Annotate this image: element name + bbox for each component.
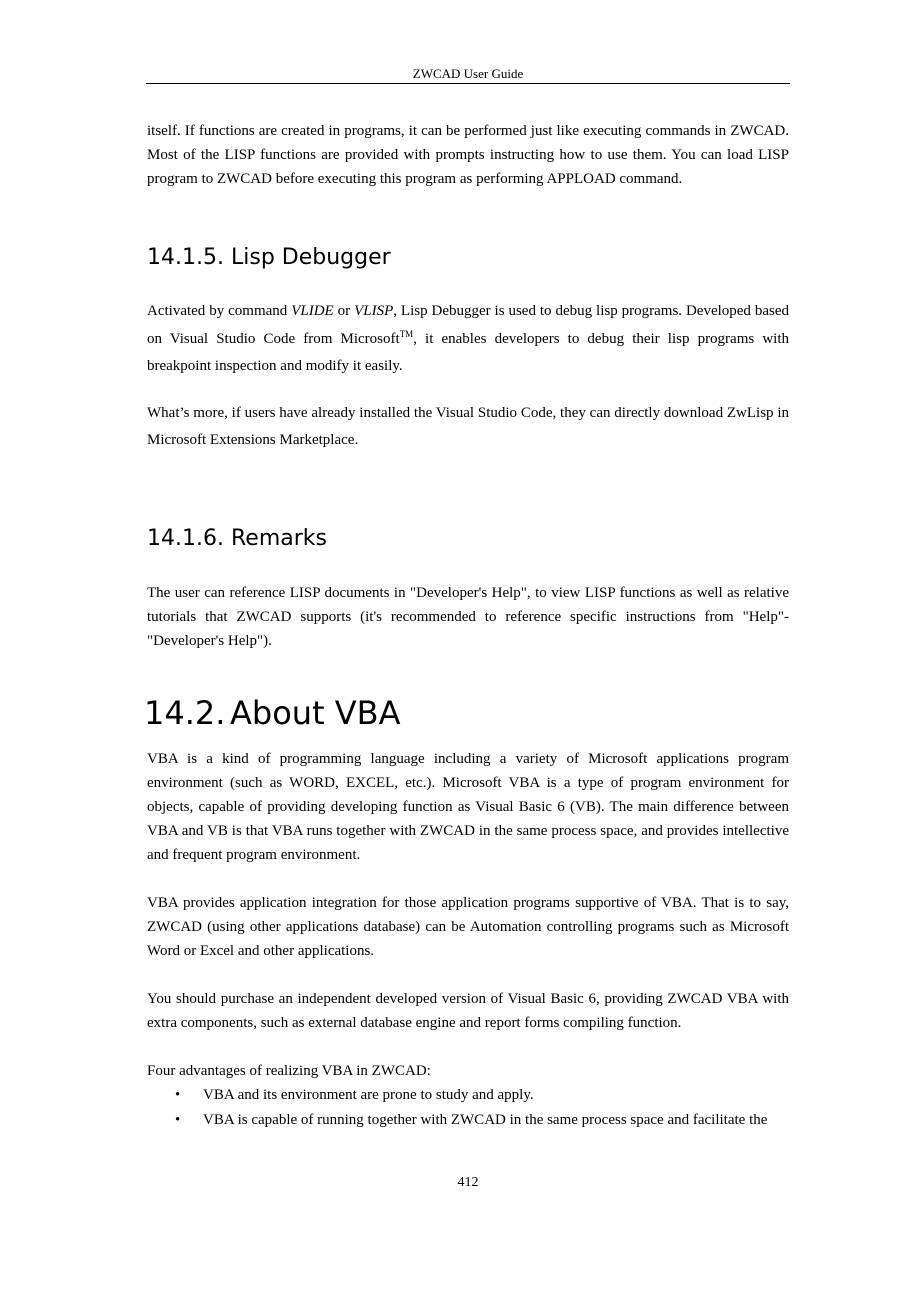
list-item <box>147 1083 789 1108</box>
page-number: 412 <box>457 1175 479 1190</box>
section-number: 14.2. <box>144 693 226 732</box>
advantages-list <box>147 1083 789 1133</box>
command-vlisp: VLISP <box>354 303 394 319</box>
section-number: 14.1.6. <box>147 525 224 551</box>
vba-paragraph-4: Four advantages of realizing VBA in ZWCAD: <box>147 1062 431 1079</box>
text-run: or <box>333 303 355 319</box>
section-number: 14.1.5. <box>147 245 224 270</box>
text-run: Activated by command <box>147 303 292 319</box>
section-heading-lisp-debugger <box>147 244 789 272</box>
bullet-icon: • <box>175 1111 181 1128</box>
trademark-mark: TM <box>399 328 414 339</box>
page-content <box>144 119 789 1133</box>
running-header: ZWCAD User Guide <box>412 66 524 81</box>
command-vlide: VLIDE <box>291 303 334 319</box>
section-title: About VBA <box>230 693 401 732</box>
list-item-text: VBA is capable of running together with ZWCAD in the same process space and facilitate the <box>203 1111 768 1128</box>
header-rule <box>146 83 790 84</box>
list-item <box>147 1108 789 1133</box>
intro-paragraph: itself. If functions are created in programs, it can be performed just like executing commands in ZWCAD. Most of the LISP functions are provided with prompts instructing how to use them. You can load LISP program to ZWCAD before executing this program as performing APPLOAD command. <box>147 123 789 187</box>
bullet-icon: • <box>175 1086 181 1103</box>
list-item-text: VBA and its environment are prone to study and apply. <box>203 1086 534 1103</box>
section-title: Remarks <box>231 525 327 551</box>
vba-paragraph-1: VBA is a kind of programming language including a variety of Microsoft applications program environment (such as WORD, EXCEL, etc.). Microsoft VBA is a type of program environment for objects, capable of providing developing function as Visual Basic 6 (VB). The main difference between VBA and VB is that VBA runs together with ZWCAD in the same process space, and provides intellective and frequent program environment. <box>147 750 789 863</box>
section-title: Lisp Debugger <box>231 245 391 270</box>
text-run: , it enables developers to debug their lisp programs with breakpoint inspection and modify it easily. <box>147 330 789 374</box>
text-run: , Lisp Debugger is used to debug lisp programs. Developed based on Visual Studio Code from Microsoft <box>147 303 789 347</box>
section-heading-about-vba <box>144 693 789 733</box>
lisp-debugger-paragraph-2: What’s more, if users have already installed the Visual Studio Code, they can directly download ZwLisp in Microsoft Extensions Marketplace. <box>147 404 789 448</box>
lisp-debugger-paragraph-1 <box>147 298 789 381</box>
vba-paragraph-2: VBA provides application integration for those application programs supportive of VBA. That is to say, ZWCAD (using other applications database) can be Automation controlling programs such as Microsoft Word or Excel and other applications. <box>147 894 789 959</box>
remarks-paragraph: The user can reference LISP documents in "Developer's Help", to view LISP functions as well as relative tutorials that ZWCAD supports (it's recommended to reference specific instructions from "Help"-"Developer's Help"). <box>147 584 789 649</box>
vba-paragraph-3: You should purchase an independent developed version of Visual Basic 6, providing ZWCAD VBA with extra components, such as external database engine and report forms compiling function. <box>147 990 789 1031</box>
section-heading-remarks <box>147 525 789 553</box>
